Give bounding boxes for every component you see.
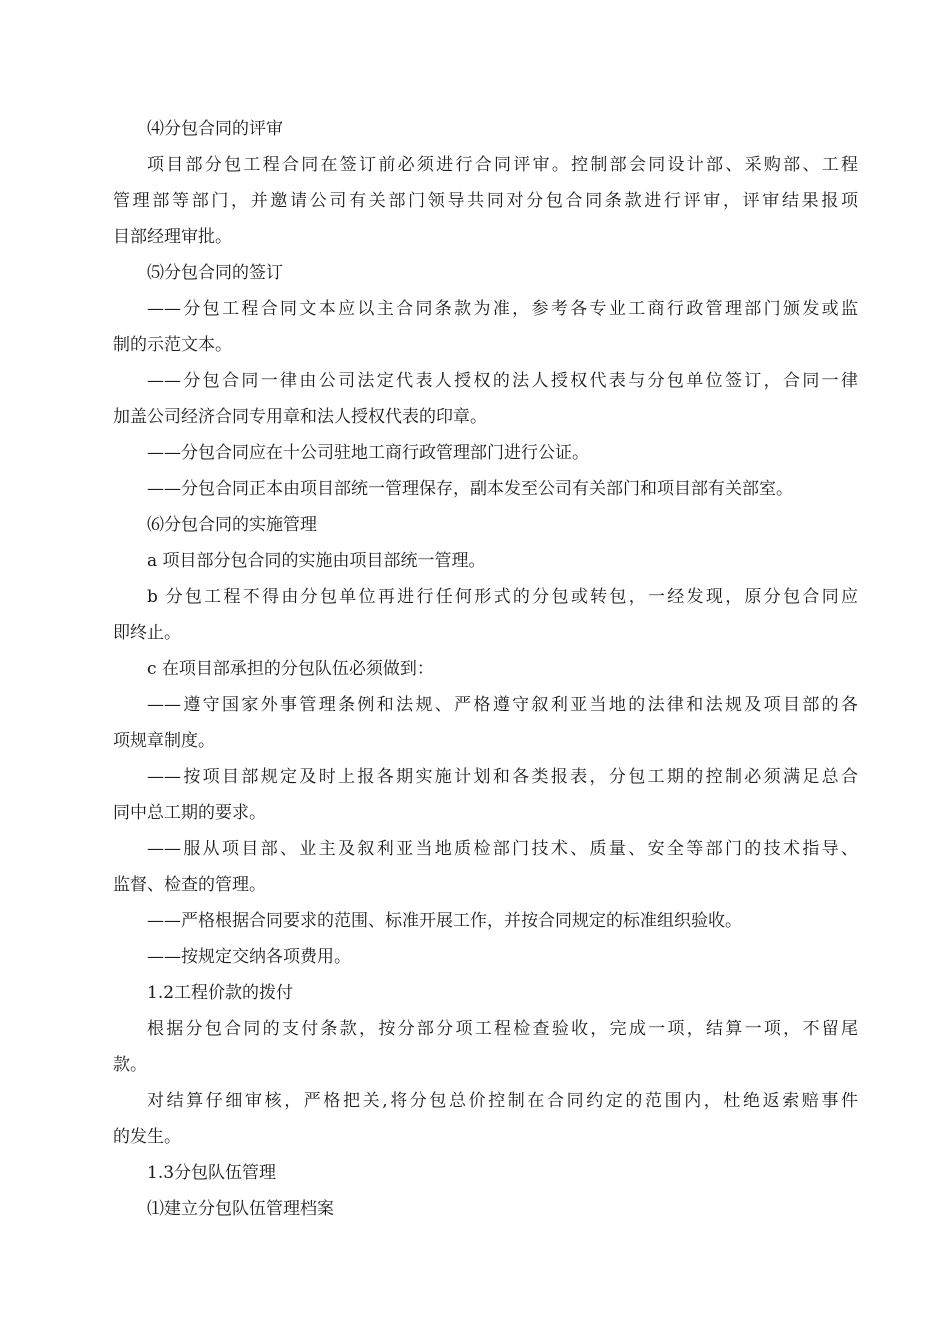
- paragraph-line: 对结算仔细审核，严格把关,将分包总价控制在合同约定的范围内，杜绝返索赔事件: [147, 1091, 858, 1111]
- list-item: ——分包合同一律由公司法定代表人授权的法人授权代表与分包单位签订，合同一律: [147, 371, 858, 391]
- list-item-continuation: 即终止。: [113, 623, 181, 643]
- list-item-continuation: 监督、检查的管理。: [113, 875, 266, 895]
- section-heading: ⑹分包合同的实施管理: [147, 515, 317, 535]
- list-item: b 分包工程不得由分包单位再进行任何形式的分包或转包，一经发现，原分包合同应: [147, 587, 858, 607]
- paragraph-line: 款。: [113, 1055, 147, 1075]
- section-heading: 1.2工程价款的拨付: [147, 983, 294, 1003]
- paragraph-line: 根据分包合同的支付条款，按分部分项工程检查验收，完成一项，结算一项，不留尾: [147, 1019, 858, 1039]
- list-item: ——按规定交纳各项费用。: [147, 947, 351, 967]
- list-item: a 项目部分包合同的实施由项目部统一管理。: [147, 551, 486, 571]
- list-item: ——分包工程合同文本应以主合同条款为准，参考各专业工商行政管理部门颁发或监: [147, 299, 858, 319]
- list-item-continuation: 同中总工期的要求。: [113, 803, 266, 823]
- document-body: [113, 111, 858, 1227]
- list-item: ——分包合同正本由项目部统一管理保存，副本发至公司有关部门和项目部有关部室。: [147, 479, 793, 499]
- section-heading: ⑴建立分包队伍管理档案: [147, 1199, 334, 1219]
- list-item: ——按项目部规定及时上报各期实施计划和各类报表，分包工期的控制必须满足总合: [147, 767, 858, 787]
- list-item: c 在项目部承担的分包队伍必须做到：: [147, 659, 434, 679]
- section-heading: 1.3分包队伍管理: [147, 1163, 277, 1183]
- list-item-continuation: 制的示范文本。: [113, 335, 232, 355]
- list-item: ——分包合同应在十公司驻地工商行政管理部门进行公证。: [147, 443, 589, 463]
- paragraph-line: 管理部等部门，并邀请公司有关部门领导共同对分包合同条款进行评审，评审结果报项: [113, 191, 858, 211]
- paragraph-line: 的发生。: [113, 1127, 181, 1147]
- list-item: ——严格根据合同要求的范围、标准开展工作，并按合同规定的标准组织验收。: [147, 911, 742, 931]
- section-heading: ⑷分包合同的评审: [147, 119, 283, 139]
- list-item: ——遵守国家外事管理条例和法规、严格遵守叙利亚当地的法律和法规及项目部的各: [147, 695, 858, 715]
- paragraph-line: 项目部分包工程合同在签订前必须进行合同评审。控制部会同设计部、采购部、工程: [147, 155, 858, 175]
- section-heading: ⑸分包合同的签订: [147, 263, 283, 283]
- list-item-continuation: 项规章制度。: [113, 731, 215, 751]
- paragraph-line: 目部经理审批。: [113, 227, 232, 247]
- list-item-continuation: 加盖公司经济合同专用章和法人授权代表的印章。: [113, 407, 487, 427]
- list-item: ——服从项目部、业主及叙利亚当地质检部门技术、质量、安全等部门的技术指导、: [147, 839, 858, 859]
